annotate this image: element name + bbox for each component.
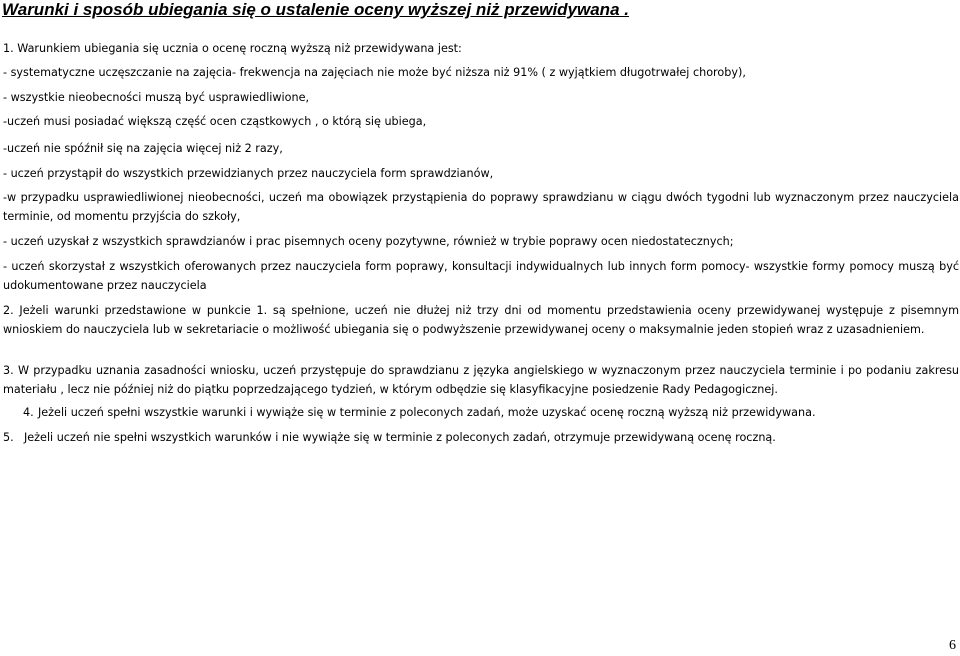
point-3-paragraph: 3. W przypadku uznania zasadności wniosku, uczeń przystępuje do sprawdzianu z języka angielskiego w wyznaczonym przez nauczyciela terminie i po podaniu zakresu materiału , lecz nie później niż do piątku poprzedzającego tydzień, w którym odbędzie się klasyfikacyjne posiedzenie Rady Pedagogicznej. — [3, 364, 959, 396]
page-number: 6 — [949, 638, 956, 653]
condition-partial-grades: -uczeń musi posiadać większą część ocen cząstkowych , o którą się ubiega, — [3, 115, 427, 128]
point-4-item — [23, 405, 816, 421]
point-5-item — [3, 430, 776, 446]
point-1-intro: 1. Warunkiem ubiegania się ucznia o ocenę roczną wyższą niż przewidywana jest: — [3, 42, 462, 55]
point-5-text: Jeżeli uczeń nie spełni wszystkich warunków i nie wywiąże się w terminie z poleconych zadań, otrzymuje przewidywaną ocenę roczną. — [24, 431, 776, 444]
document-title: Warunki i sposób ubiegania się o ustalenie oceny wyższej niż przewidywana . — [2, 0, 629, 19]
point-4-text: Jeżeli uczeń spełni wszystkie warunki i wywiąże się w terminie z poleconych zadań, może uzyskać ocenę roczną wyższą niż przewidywana. — [38, 406, 816, 419]
point-4-number: 4. — [23, 406, 34, 419]
condition-absences-excused: - wszystkie nieobecności muszą być usprawiedliwione, — [3, 91, 310, 104]
condition-positive-grades: - uczeń uzyskał z wszystkich sprawdzianów i prac pisemnych oceny pozytywne, również w trybie poprawy ocen niedostatecznych; — [3, 235, 734, 248]
point-5-number: 5. — [3, 431, 14, 444]
point-2-paragraph: 2. Jeżeli warunki przedstawione w punkcie 1. są spełnione, uczeń nie dłużej niż trzy dni od momentu przedstawienia oceny przewidywanej występuje z pisemnym wnioskiem do nauczyciela lub w sekretariacie o możliwość ubiegania się o podwyższenie przewidywanej oceny o maksymalnie jeden stopień wraz z uzasadnieniem. — [3, 304, 959, 336]
condition-attendance: - systematyczne uczęszczanie na zajęcia- frekwencja na zajęciach nie może być niższa niż 91% ( z wyjątkiem długotrwałej choroby), — [3, 66, 746, 79]
condition-makeup-test: -w przypadku usprawiedliwionej nieobecności, uczeń ma obowiązek przystąpienia do poprawy sprawdzianu w ciągu dwóch tygodni lub wyznaczonym przez nauczyciela terminie, od momentu przyjścia do szkoły, — [3, 191, 959, 223]
condition-tests-taken: - uczeń przystąpił do wszystkich przewidzianych przez nauczyciela form sprawdzianów, — [3, 167, 494, 180]
condition-lateness: -uczeń nie spóźnił się na zajęcia więcej niż 2 razy, — [3, 142, 283, 155]
condition-help-forms: - uczeń skorzystał z wszystkich oferowanych przez nauczyciela form poprawy, konsultacji indywidualnych lub innych form pomocy- wszystkie formy pomocy muszą być udokumentowane przez nauczyciela — [3, 260, 959, 292]
